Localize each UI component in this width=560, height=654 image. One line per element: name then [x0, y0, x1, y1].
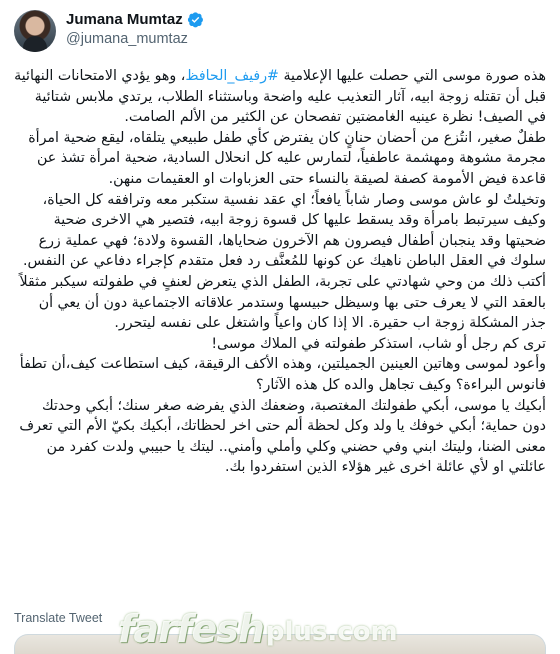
author-handle[interactable]: @jumana_mumtaz — [66, 31, 188, 47]
watermark-brand: farfesh — [118, 607, 264, 651]
tweet-paragraph-6: وأعود لموسى وهاتين العينين الجميلتين، وهذه الأكف الرقيقة، كيف استطاعت كيف،أن تطفأ فانوس البراءة؟ وكيف تجاهل والده كل هذه الآثار؟ — [19, 356, 546, 393]
author-display-name[interactable]: Jumana Mumtaz — [66, 11, 183, 28]
translate-tweet-link[interactable]: Translate Tweet — [14, 611, 103, 625]
tweet-paragraph-1 — [14, 66, 546, 128]
verified-badge-icon — [187, 11, 204, 28]
watermark-suffix: plus.com — [265, 617, 398, 647]
author-name-row — [66, 11, 204, 28]
tweet-paragraph-7: أبكيك يا موسى، أبكي طفولتك المغتصبة، وضعفك الذي يفرضه صغر سنك؛ أبكي وحدتك دون حماية؛ أبكي خوفك يا ولد وكل لحظة ألم حتى اخر لحظاتك، أبكيك بكيّ الأم التي تعرف معنى الضنا، وليتك ابني وفي حضني وكلي وأملي وأمني.. ليتك يا حبيبي ولدت كفرد من عائلتي او لأي عائلة اخرى غير هؤلاء الذين استفردوا بك. — [19, 397, 546, 476]
tweet-text-segment: هذه صورة موسى التي حصلت عليها الإعلامية — [278, 68, 546, 84]
avatar[interactable] — [14, 10, 56, 52]
hashtag-link[interactable]: #رفيف_الحافظ — [185, 68, 279, 84]
tweet-text-segment: ، وهو يؤدي الامتحانات النهائية قبل أن تقتله زوجة ابيه، آثار التعذيب عليه واضحة وباستثناء الطلاب، يرتدي ملابس شتائية في الصيف! نظرة عينيه الغامضتين تفصحان عن الكثير من الألم الصامت. — [14, 68, 546, 126]
watermark-logo — [118, 604, 448, 654]
tweet-header — [14, 8, 546, 56]
tweet-paragraph-5: ترى كم رجل أو شاب، استذكر طفولته في الملاك موسى! — [211, 335, 546, 352]
tweet-paragraph-2: طفلٌ صغير، انتُزع من أحضان حنانٍ كان يفترض كأي طفل طبيعي يتلقاه، ليقع ضحية امرأة مجرمة مشوهة ومهشمة عاطفياً، لتمارس عليه كل انحلال السادية، ضحية امرأة تشذ عن قاعدة فيض الأمومة كصفة لصيقة بالنساء حتى العزباوات او العقيمات منهن. — [28, 129, 546, 187]
tweet-paragraph-3: وتخيلتُ لو عاش موسى وصار شاباً يافعاً؛ اي عقد نفسية ستكبر معه وترافقه كل الحياة، وكيف سيرتبط بامرأة وقد يسقط عليها كل قسوة زوجة ابيه، فتصير هي الاخرى ضحية ضحيتها وقد ينجبان أطفال فيصرون هم الآخرون ضحاياها، القسوة ولادة؛ فهي عملية زرع سلوك في العقل الباطن ناهيك عن كونها للمُعنَّف رد فعل متقدم كإجراء دفاعي عن النفس. — [23, 191, 546, 270]
tweet-text — [14, 66, 546, 478]
tweet-paragraph-4: أكتب ذلك من وحي شهادتي على تجربة، الطفل الذي يتعرض لعنفٍ في طفولته سيكبر مثقلاً بالعقد التي لا يعرف حتى بها وسيظل حبيسها وستدمر علاقاته الاجتماعية دون أن يعي أن جذر المشكلة زوجة اب حقيرة. الا إذا كان واعياً واشتغل على نفسه ليتحرر. — [19, 273, 546, 332]
